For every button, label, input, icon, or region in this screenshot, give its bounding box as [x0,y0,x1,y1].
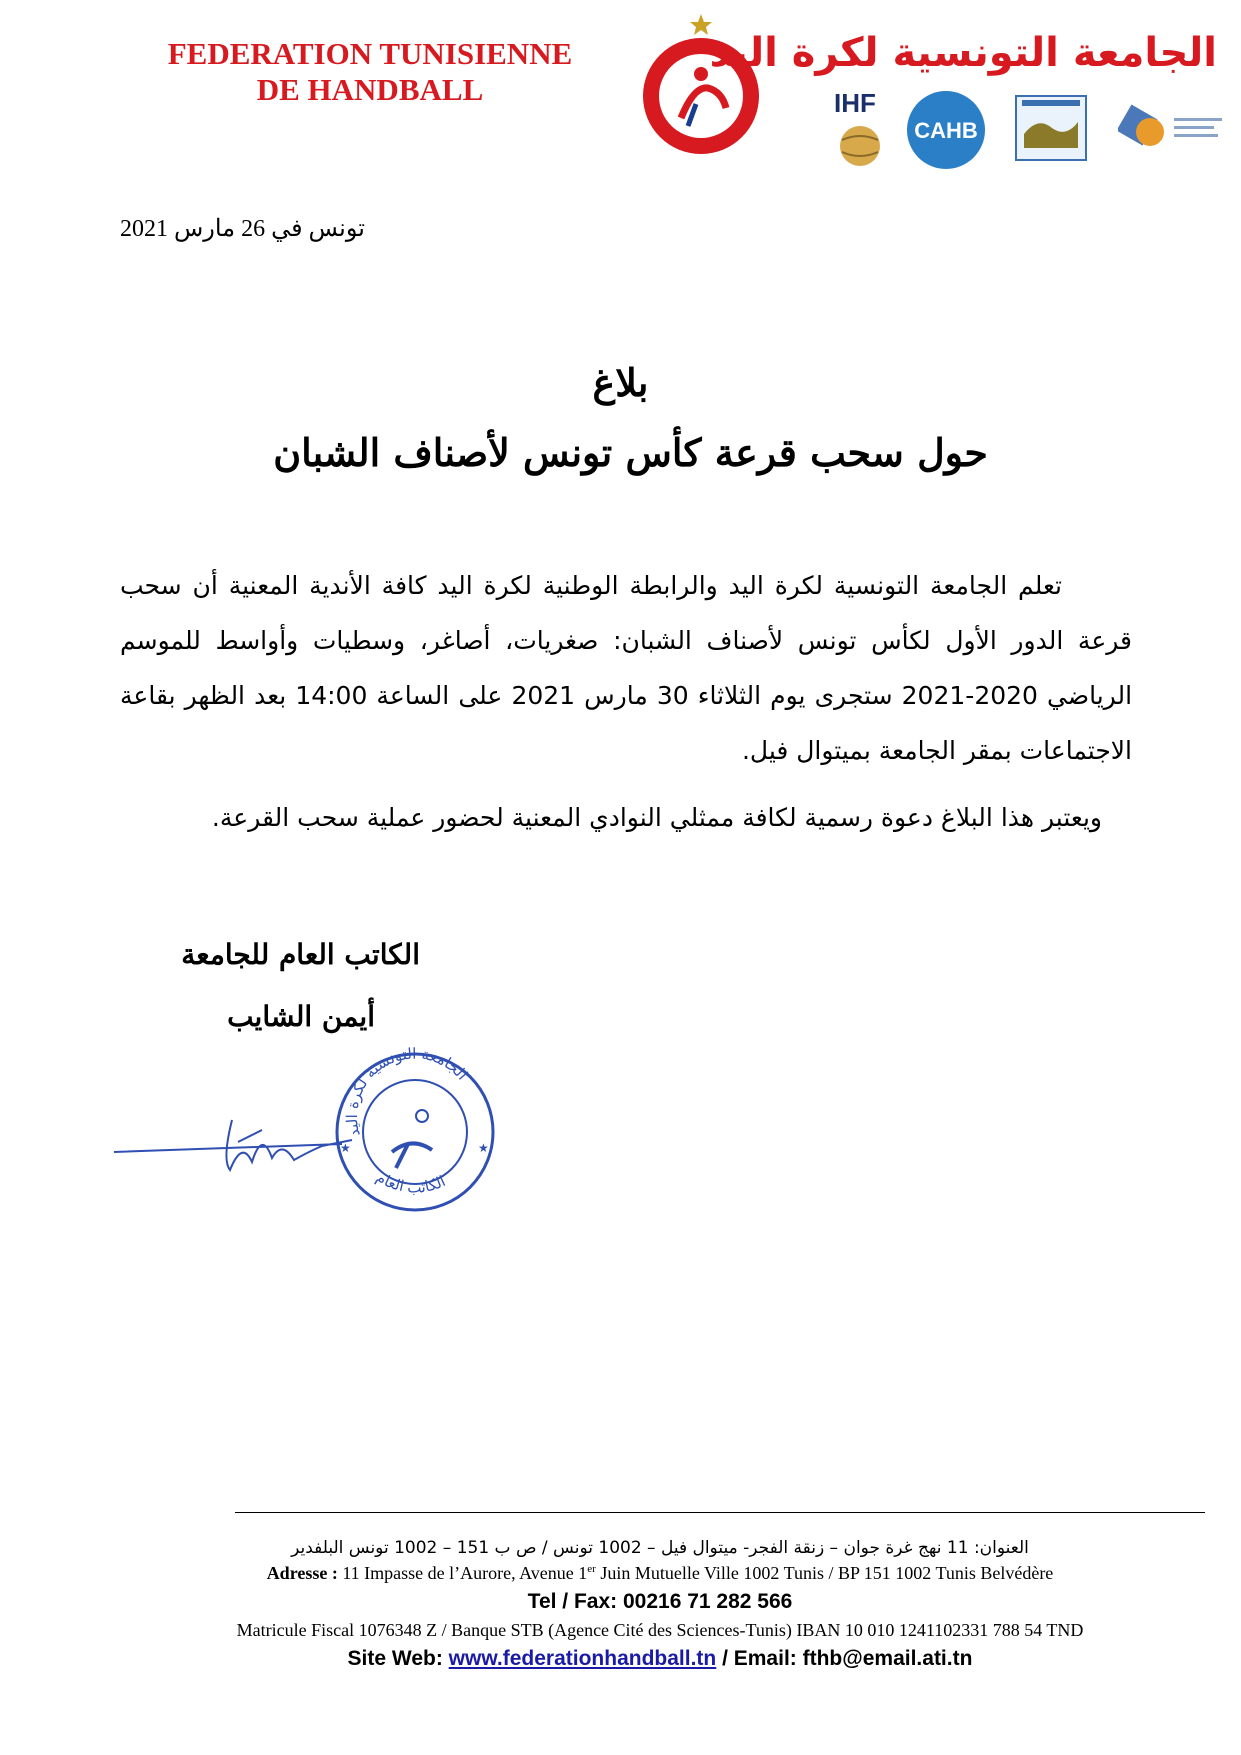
signatory-title: الكاتب العام للجامعة [181,938,420,971]
footer-contact [150,1647,1170,1671]
svg-text:★: ★ [478,1141,489,1155]
site-label: Site Web: [347,1647,449,1670]
federation-name-ar: الجامعة التونسية لكرة اليد [709,30,1217,76]
document-title: بلاغ [592,360,649,405]
cahb-logo [902,88,990,170]
footer-address-fr [150,1563,1170,1584]
announcement-paragraph: تعلم الجامعة التونسية لكرة اليد والرابطة الوطنية لكرة اليد كافة الأندية المعنية أن سحب قرعة الدور الأول لكأس تونس لأصناف الشبان: صغريات، أصاغر، وسطيات وأواسط للموسم الرياضي 2020-2021 ستجرى يوم الثلاثاء 30 مارس 2021 على الساعة 14:00 بعد الظهر بقاعة الاجتماعات بمقر الجامعة بميتوال فيل. [120,571,1133,765]
stamp-arc-text: الجامعة التونسية لكرة اليد [342,1044,472,1139]
document-date: تونس في 26 مارس 2021 [120,216,365,242]
svg-text:★: ★ [340,1141,351,1155]
footer-address-ar: العنوان: 11 نهج غرة جوان – زنقة الفجر- ميتوال فيل – 1002 تونس / ص ب 151 – 1002 تونس البلفدير [291,1538,1029,1558]
svg-text:CAHB: CAHB [914,118,978,143]
website-link[interactable]: www.federationhandball.tn [448,1647,717,1670]
footer-telfax: Tel / Fax: 00216 71 282 566 [527,1590,793,1613]
federation-name-fr [120,36,620,108]
address-part-b: Juin Mutuelle Ville 1002 Tunis / BP 151 1002 Tunis Belvédère [595,1563,1054,1583]
federation-name-fr-line2: DE HANDBALL [256,72,484,107]
document-subtitle: حول سحب قرعة كأس تونس لأصناف الشبان [273,430,988,475]
invitation-paragraph: ويعتبر هذا البلاغ دعوة رسمية لكافة ممثلي النوادي المعنية لحضور عملية سحب القرعة. [211,803,1102,832]
svg-text:IHF: IHF [834,88,876,118]
arab-federation-logo [1012,88,1090,170]
ihf-logo [830,88,892,170]
federation-name-fr-line1: FEDERATION TUNISIENNE [167,36,573,71]
footer-divider [235,1512,1205,1513]
footer-matricule: Matricule Fiscal 1076348 Z / Banque STB (Agence Cité des Sciences-Tunis) IBAN 10 010 1241102331 788 54 TND [236,1620,1084,1640]
email-address[interactable]: fthb@email.ati.tn [802,1647,973,1670]
mediterranean-logo [1118,88,1228,170]
stamp-bottom-text: الكاتب العام [373,1167,449,1197]
address-superscript: er [587,1563,596,1575]
handwritten-signature [112,1100,372,1190]
address-part-a: 11 Impasse de l’Aurore, Avenue 1 [337,1563,588,1583]
address-label: Adresse : [266,1563,338,1583]
signatory-name: أيمن الشايب [227,1000,375,1033]
email-label: / Email: [716,1647,803,1670]
